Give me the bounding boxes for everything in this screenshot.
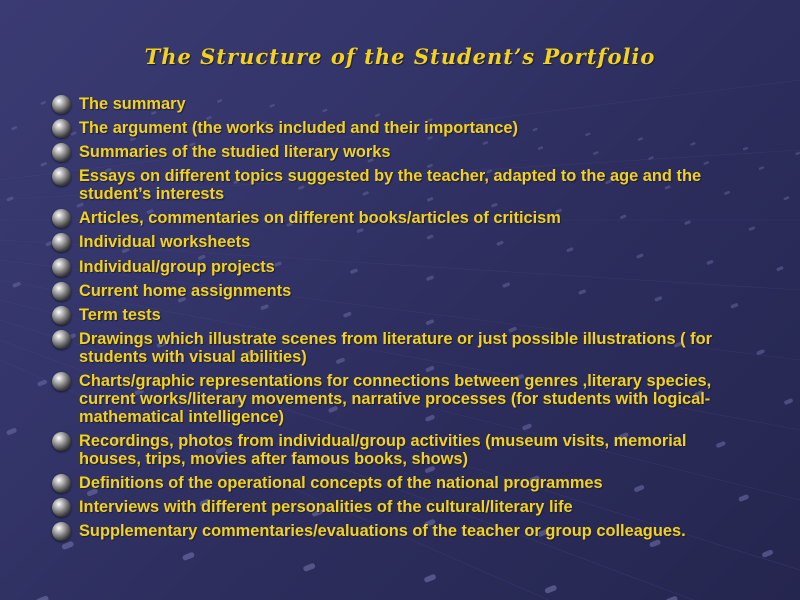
list-item (50, 372, 740, 426)
background-grid-dot (6, 427, 17, 435)
background-grid-dot (35, 595, 49, 600)
list-item (50, 522, 740, 540)
list-item-text: The summary (79, 95, 186, 113)
bullet-sphere-icon (52, 498, 71, 517)
bullet-sphere-icon (52, 282, 71, 301)
list-item (50, 233, 740, 251)
background-grid-dot (6, 196, 14, 202)
bullet-sphere-icon (52, 432, 71, 451)
list-item-text: The argument (the works included and their importance) (79, 119, 518, 138)
list-item (50, 306, 740, 324)
bullet-list (50, 95, 740, 546)
bullet-sphere-icon (52, 233, 71, 252)
background-grid-dot (665, 595, 678, 600)
background-grid-dot (544, 584, 557, 594)
bullet-sphere-icon (52, 522, 71, 541)
list-item-text: Articles, commentaries on different books/articles of criticism (79, 209, 561, 228)
background-grid-dot (182, 552, 195, 562)
background-grid-dot (423, 574, 436, 584)
list-item-text: Definitions of the operational concepts of the national programmes (79, 474, 603, 493)
list-item (50, 95, 740, 113)
bullet-sphere-icon (52, 167, 71, 186)
list-item-text: Supplementary commentaries/evaluations of the teacher or group colleagues. (79, 522, 686, 541)
list-item-text: Interviews with different personalities of the cultural/literary life (79, 498, 573, 517)
list-item (50, 282, 740, 300)
list-item-text: Drawings which illustrate scenes from literature or just possible illustrations ( for students with visual abilities) (79, 329, 713, 366)
list-item-text: Essays on different topics suggested by the teacher, adapted to the age and the student’s interests (79, 167, 702, 204)
background-grid-dot (783, 196, 790, 201)
background-grid-dot (776, 266, 784, 272)
list-item (50, 432, 740, 468)
list-item (50, 209, 740, 227)
list-item-text: Summaries of the studied literary works (79, 143, 391, 162)
list-item-text: Individual/group projects (79, 257, 275, 276)
background-grid-dot (784, 398, 794, 405)
bullet-sphere-icon (52, 119, 71, 138)
list-item-text: Recordings, photos from individual/group activities (museum visits, memorial houses, trips, movies after famous books, shows) (79, 432, 687, 469)
background-grid-dot (40, 101, 46, 105)
background-grid-dot (761, 549, 773, 558)
background-grid-dot (743, 147, 749, 151)
slide-title: The Structure of the Student’s Portfolio (144, 44, 656, 69)
bullet-sphere-icon (52, 474, 71, 493)
list-item-text: Current home assignments (79, 281, 292, 300)
bullet-sphere-icon (52, 306, 71, 325)
list-item (50, 167, 740, 203)
bullet-sphere-icon (52, 330, 71, 349)
list-item-text: Individual worksheets (79, 233, 251, 252)
background-grid-dot (795, 151, 800, 155)
list-item (50, 474, 740, 492)
bullet-sphere-icon (52, 209, 71, 228)
list-item-text: Charts/graphic representations for connections between genres ,literary species, current works/literary movements, narrative processes (for students with logical-mathematical intelligence) (79, 371, 712, 426)
list-item-text: Term tests (79, 305, 161, 324)
list-item (50, 498, 740, 516)
bullet-sphere-icon (52, 143, 71, 162)
background-grid-dot (40, 162, 47, 167)
list-item (50, 330, 740, 366)
background-grid-dot (303, 563, 316, 573)
background-grid-dot (758, 166, 764, 170)
background-grid-dot (11, 126, 18, 131)
bullet-sphere-icon (52, 258, 71, 277)
bullet-sphere-icon (52, 95, 71, 114)
background-grid-dot (748, 226, 755, 231)
bullet-sphere-icon (52, 372, 71, 391)
list-item (50, 143, 740, 161)
list-item (50, 258, 740, 276)
list-item (50, 119, 740, 137)
